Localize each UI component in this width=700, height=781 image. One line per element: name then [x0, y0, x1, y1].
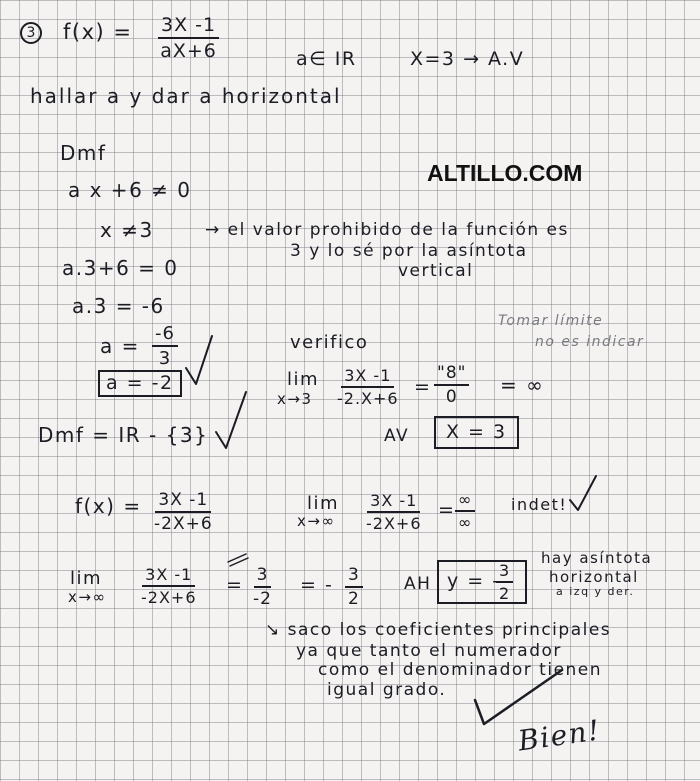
header-function-label: f(x) = [63, 20, 133, 44]
liminf-indet: indet! [511, 495, 568, 514]
dmf-label: Dmf [60, 141, 107, 165]
step-1: a x +6 ≠ 0 [68, 178, 192, 202]
final-result-den: 2 [348, 589, 360, 609]
liminf-denominator: -2X+6 [366, 514, 422, 533]
verify-label: verifico [290, 332, 369, 353]
verify-denominator: -2.X+6 [337, 389, 399, 408]
av-label: AV [384, 426, 410, 446]
final-numerator: 3X -1 [142, 567, 195, 587]
final-coef-den: -2 [253, 589, 272, 609]
final-coef-num: 3 [254, 567, 272, 588]
av-value-boxed: X = 3 [434, 416, 519, 449]
verify-result: = ∞ [500, 373, 545, 397]
note-vertical-3: vertical [398, 261, 474, 281]
teacher-note-1: Tomar límite [498, 313, 604, 329]
side-note-3: a izq y der. [556, 585, 635, 598]
checkmark-icon [216, 392, 246, 448]
header-domain-a: a∈ IR [296, 48, 357, 70]
final-sub: x→∞ [68, 588, 107, 606]
final-eq2: = - [300, 574, 334, 596]
step-4: a.3 = -6 [72, 294, 165, 318]
header-numerator: 3X -1 [158, 16, 219, 39]
checkmark-icon [186, 336, 212, 384]
explanation-4: igual grado. [327, 680, 447, 700]
verify-quotient-num: "8" [434, 365, 469, 386]
final-eq1: = [226, 574, 244, 596]
liminf-eq: = [438, 499, 456, 521]
final-result-num: 3 [345, 567, 363, 588]
liminf-quotient-num: ∞ [455, 492, 475, 512]
scribble-mark [228, 554, 248, 566]
watermark-text: ALTILLO.COM [427, 160, 583, 186]
liminf-numerator: 3X -1 [367, 493, 420, 513]
header-denominator: aX+6 [160, 40, 217, 62]
ah-lhs: y = - [447, 570, 501, 592]
ah-num: 3 [496, 563, 513, 583]
step-3: a.3+6 = 0 [62, 256, 179, 280]
step-2: x ≠3 [100, 218, 154, 242]
checkmark-icon [570, 476, 596, 510]
verify-lim-sub: x→3 [277, 390, 313, 408]
step-6-boxed: a = -2 [98, 370, 182, 397]
grade-text: Bien! [516, 713, 603, 758]
step-5-numerator: -6 [152, 325, 178, 347]
checkmark-icon [475, 670, 562, 724]
fx2-denominator: -2X+6 [154, 514, 213, 534]
liminf-sub: x→∞ [297, 512, 336, 530]
explanation-2: ya que tanto el numerador [296, 641, 562, 661]
fx2-lhs: f(x) = [75, 494, 142, 518]
step-5-lhs: a = [100, 334, 140, 358]
note-vertical-2: 3 y lo sé por la asíntota [290, 241, 528, 261]
task-statement: hallar a y dar a horizontal [30, 84, 342, 108]
side-note-2: horizontal [549, 568, 639, 586]
liminf-lim: lim [307, 493, 340, 514]
final-lim: lim [70, 568, 103, 589]
fx2-numerator: 3X -1 [155, 492, 211, 513]
explanation-3: como el denominador tienen [318, 660, 603, 680]
explanation-1: ↘ saco los coeficientes principales [265, 620, 612, 640]
liminf-quotient-den: ∞ [458, 513, 473, 532]
teacher-note-2: no es indicar [535, 334, 645, 350]
dmf-result: Dmf = IR - {3} [38, 423, 209, 447]
ah-den: 2 [499, 584, 511, 603]
verify-quotient-den: 0 [445, 387, 458, 407]
problem-number: 3 [20, 22, 42, 44]
note-vertical-1: → el valor prohibido de la función es [205, 220, 569, 240]
step-5-denominator: 3 [158, 348, 172, 369]
final-denominator: -2X+6 [141, 588, 197, 607]
side-note-1: hay asíntota [541, 549, 653, 567]
verify-eq: = [414, 376, 432, 398]
verify-lim: lim [287, 369, 320, 390]
verify-numerator: 3X -1 [341, 368, 394, 388]
header-condition: X=3 → A.V [410, 48, 525, 70]
ah-label: AH [404, 574, 432, 594]
